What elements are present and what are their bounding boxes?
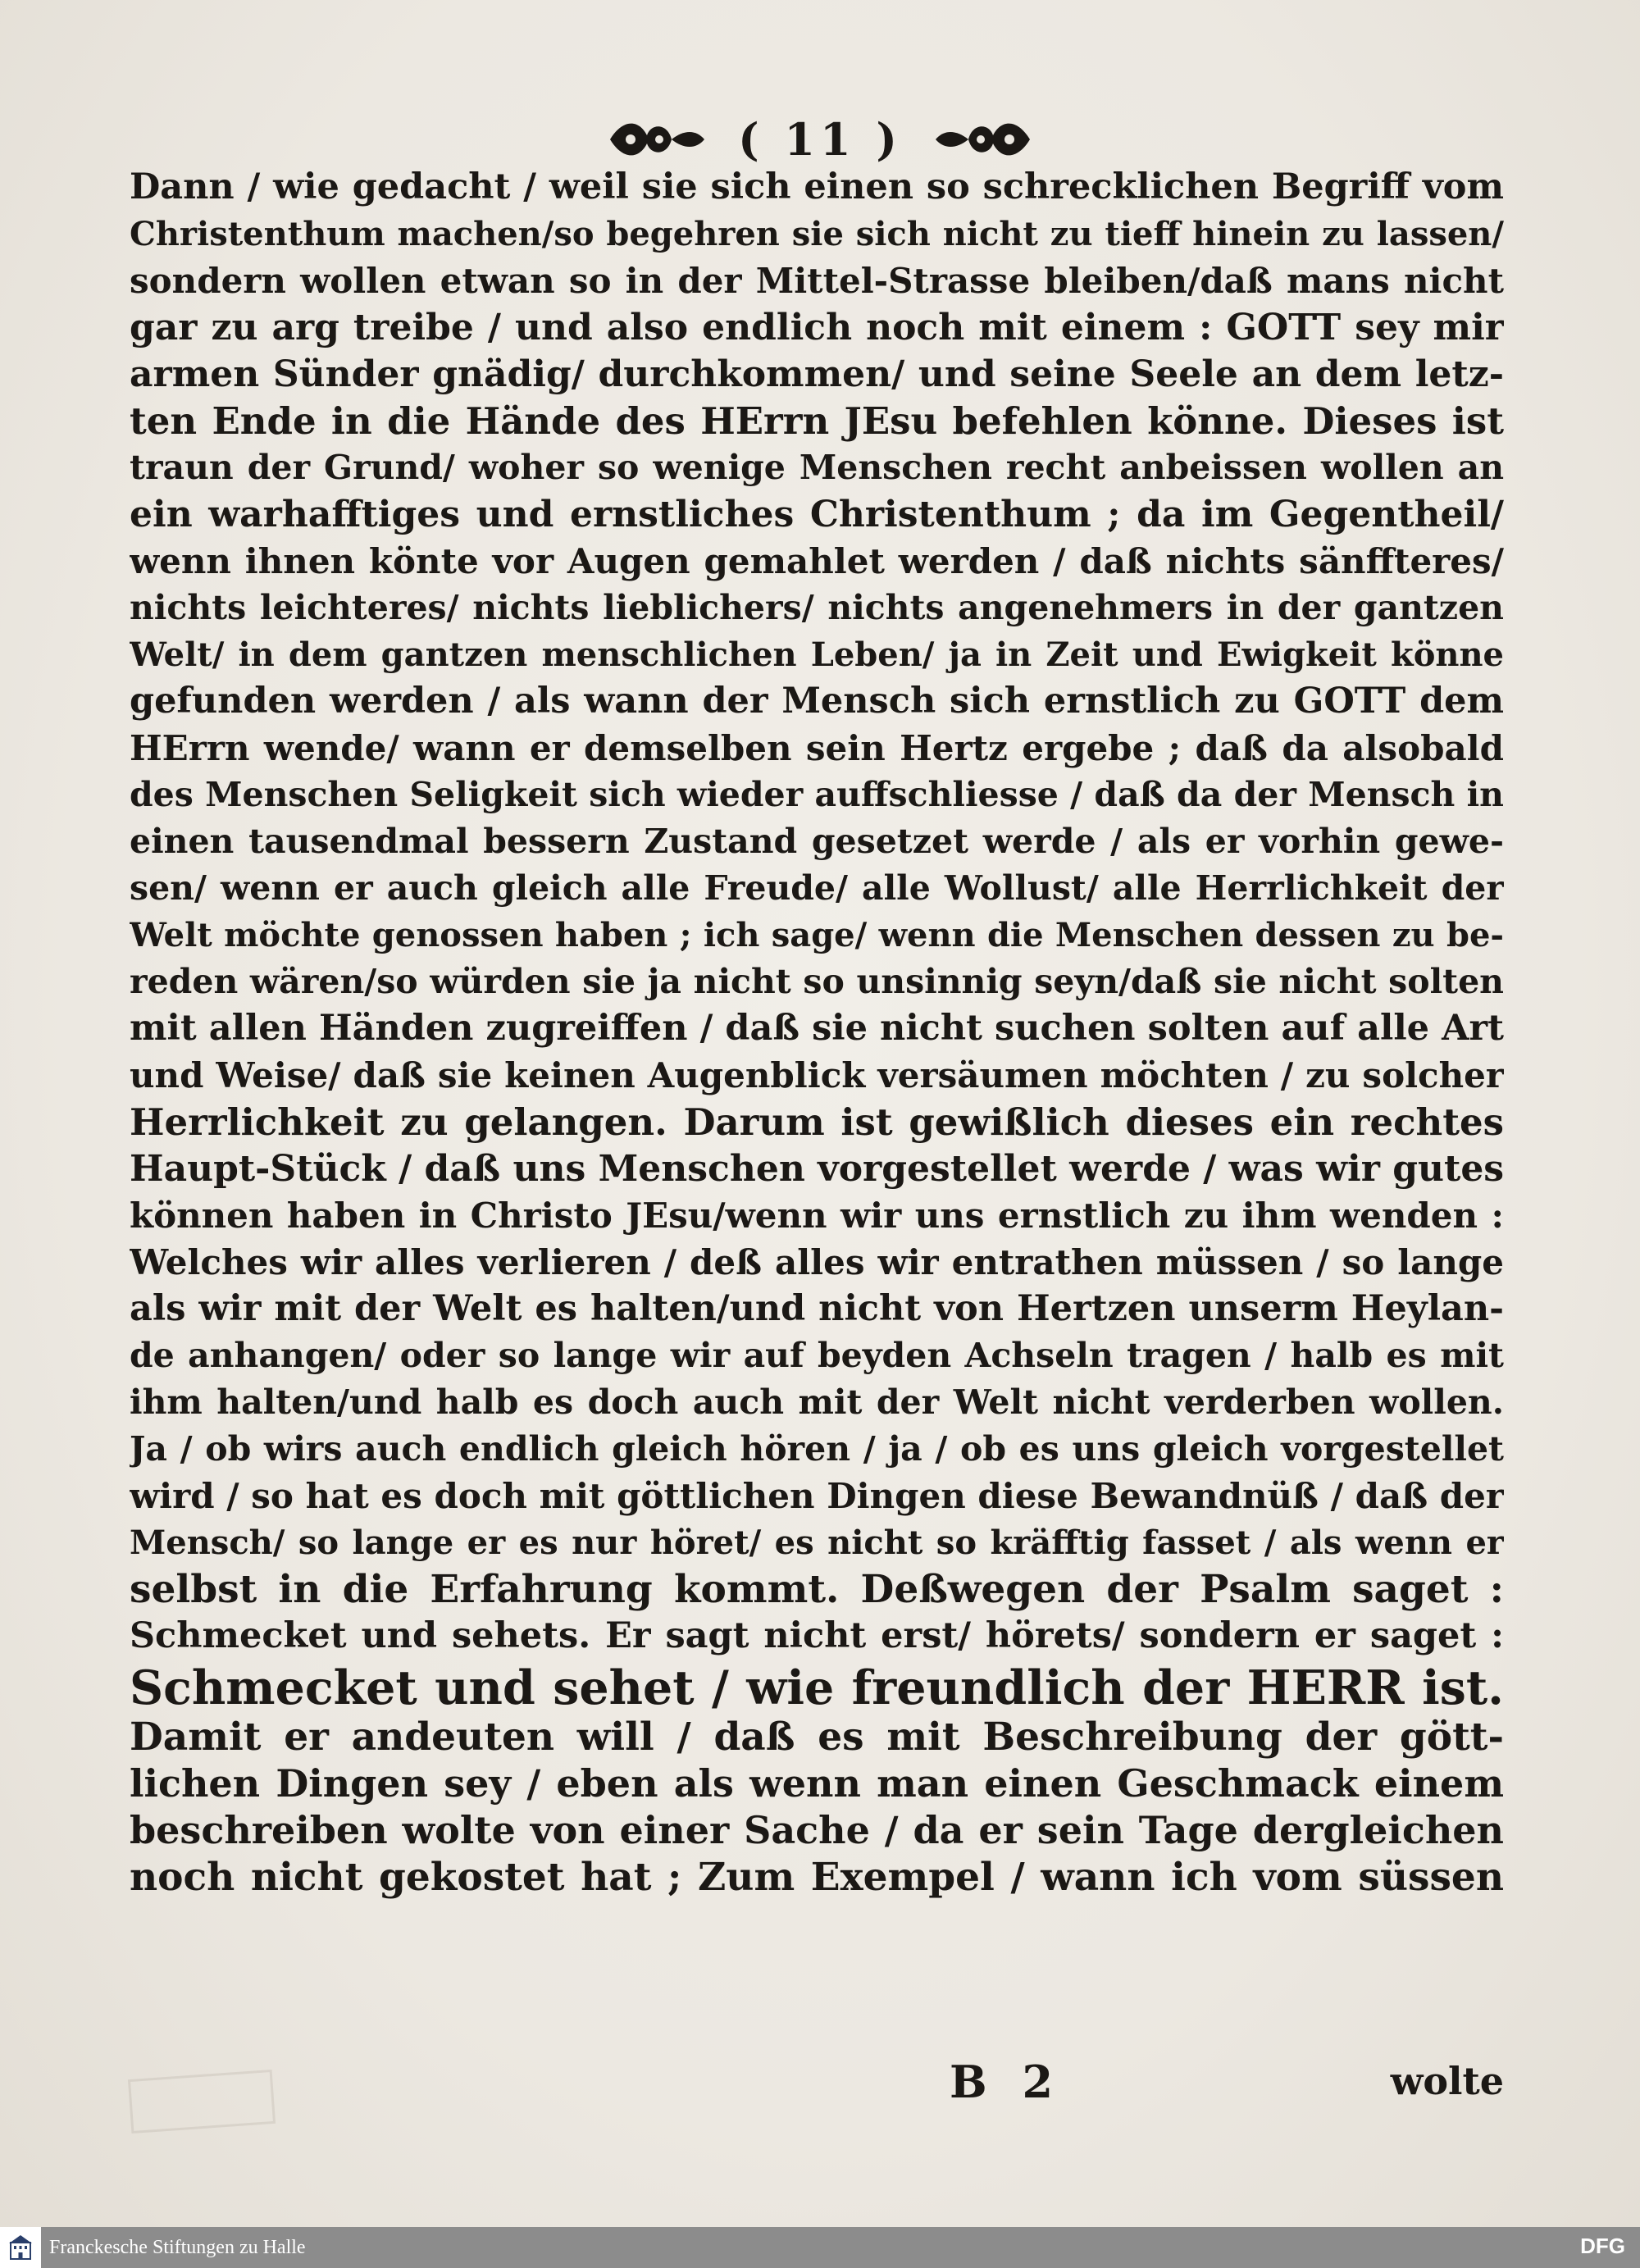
text-line: lichen Dingen sey / eben als wenn man einen Geschmack einem	[130, 1761, 1504, 1806]
text-line: Welches wir alles verlieren / deß alles wir entrathen müssen / so lange	[130, 1242, 1504, 1282]
text-line: Haupt-Stück / daß uns Menschen vorgestellet werde / was wir gutes	[130, 1148, 1504, 1190]
text-line: ein warhafftiges und ernstliches Christenthum ; da im Gegentheil/	[130, 494, 1504, 535]
text-line: de anhangen/ oder so lange wir auf beyden Achseln tragen / halb es mit	[130, 1336, 1504, 1375]
catchword: wolte	[1390, 2059, 1504, 2103]
text-line: können haben in Christo JEsu/wenn wir uns ernstlich zu ihm wenden :	[130, 1195, 1504, 1236]
text-line: ten Ende in die Hände des HErrn JEsu befehlen könne. Dieses ist	[130, 399, 1504, 443]
text-line: gar zu arg treibe / und also endlich noch mit einem : GOTT sey mir	[130, 307, 1504, 348]
body-text	[130, 164, 1504, 1901]
text-line: gefunden werden / als wann der Mensch sich ernstlich zu GOTT dem	[130, 681, 1504, 722]
right-ornament-icon	[932, 115, 1038, 164]
text-line: ihm halten/und halb es doch auch mit der Welt nicht verderben wollen.	[130, 1382, 1504, 1422]
orphanage-building-icon	[8, 2233, 33, 2262]
text-line: Herrlichkeit zu gelangen. Darum ist gewißlich dieses ein rechtes	[130, 1100, 1504, 1144]
text-line: sondern wollen etwan so in der Mittel-Strasse bleiben/daß mans nicht	[130, 261, 1504, 301]
page-bottom-row	[130, 2056, 1504, 2113]
psalm-quotation-line: Schmecket und sehet / wie freundlich der HERR ist.	[130, 1660, 1504, 1714]
text-line: Welt möchte genossen haben ; ich sage/ wenn die Menschen dessen zu be-	[130, 916, 1504, 954]
text-line: Damit er andeuten will / daß es mit Beschreibung der gött-	[130, 1715, 1504, 1760]
text-line: Ja / ob wirs auch endlich gleich hören / ja / ob es uns gleich vorgestellet	[130, 1429, 1504, 1469]
text-line: beschreiben wolte von einer Sache / da er sein Tage dergleichen	[130, 1808, 1504, 1852]
text-line: HErrn wende/ wann er demselben sein Hertz ergebe ; daß da alsobald	[130, 728, 1504, 768]
text-line: reden wären/so würden sie ja nicht so unsinnig seyn/daß sie nicht solten	[130, 962, 1504, 1001]
text-line: Christenthum machen/so begehren sie sich nicht zu tieff hinein zu lassen/	[130, 215, 1504, 253]
text-line: Schmecket und sehets. Er sagt nicht erst/ hörets/ sondern er saget :	[130, 1615, 1504, 1656]
text-line: und Weise/ daß sie keinen Augenblick versäumen möchten / zu solcher	[130, 1055, 1504, 1095]
text-line: wenn ihnen könte vor Augen gemahlet werden / daß nichts sänffteres/	[130, 541, 1504, 581]
text-line: armen Sünder gnädig/ durchkommen/ und seine Seele an dem letz-	[130, 353, 1504, 395]
page-number: ( 11 )	[738, 113, 902, 166]
dfg-logo-text: DFG	[1580, 2234, 1625, 2258]
text-line: Welt/ in dem gantzen menschlichen Leben/ ja in Zeit und Ewigkeit könne	[130, 635, 1504, 674]
institution-label: Franckesche Stiftungen zu Halle	[49, 2236, 306, 2258]
orphanage-building-icon[interactable]	[0, 2227, 41, 2268]
left-ornament-icon	[602, 115, 708, 164]
text-line: selbst in die Erfahrung kommt. Deßwegen der Psalm saget :	[130, 1567, 1504, 1612]
text-line: noch nicht gekostet hat ; Zum Exempel / wann ich vom süssen	[130, 1855, 1504, 1900]
text-line: sen/ wenn er auch gleich alle Freude/ alle Wollust/ alle Herrlichkeit der	[130, 868, 1504, 908]
text-line: traun der Grund/ woher so wenige Menschen recht anbeissen wollen an	[130, 448, 1504, 487]
signature-mark: B 2	[950, 2056, 1064, 2108]
text-line: nichts leichteres/ nichts lieblichers/ nichts angenehmers in der gantzen	[130, 588, 1504, 627]
text-line: einen tausendmal bessern Zustand gesetzet werde / als er vorhin gewe-	[130, 822, 1504, 861]
text-line: des Menschen Seligkeit sich wieder auffschliesse / daß da der Mensch in	[130, 775, 1504, 814]
text-line: als wir mit der Welt es halten/und nicht von Hertzen unserm Heylan-	[130, 1288, 1504, 1329]
text-line: mit allen Händen zugreiffen / daß sie nicht suchen solten auf alle Art	[130, 1008, 1504, 1049]
text-line: wird / so hat es doch mit göttlichen Dingen diese Bewandnüß / daß der	[130, 1476, 1504, 1516]
viewer-footer	[0, 2227, 1640, 2268]
text-line: Mensch/ so lange er es nur höret/ es nicht so kräfftig fasset / als wenn er	[130, 1523, 1504, 1562]
text-line: Dann / wie gedacht / weil sie sich einen so schrecklichen Begriff vom	[130, 166, 1504, 207]
page-header	[0, 107, 1640, 172]
